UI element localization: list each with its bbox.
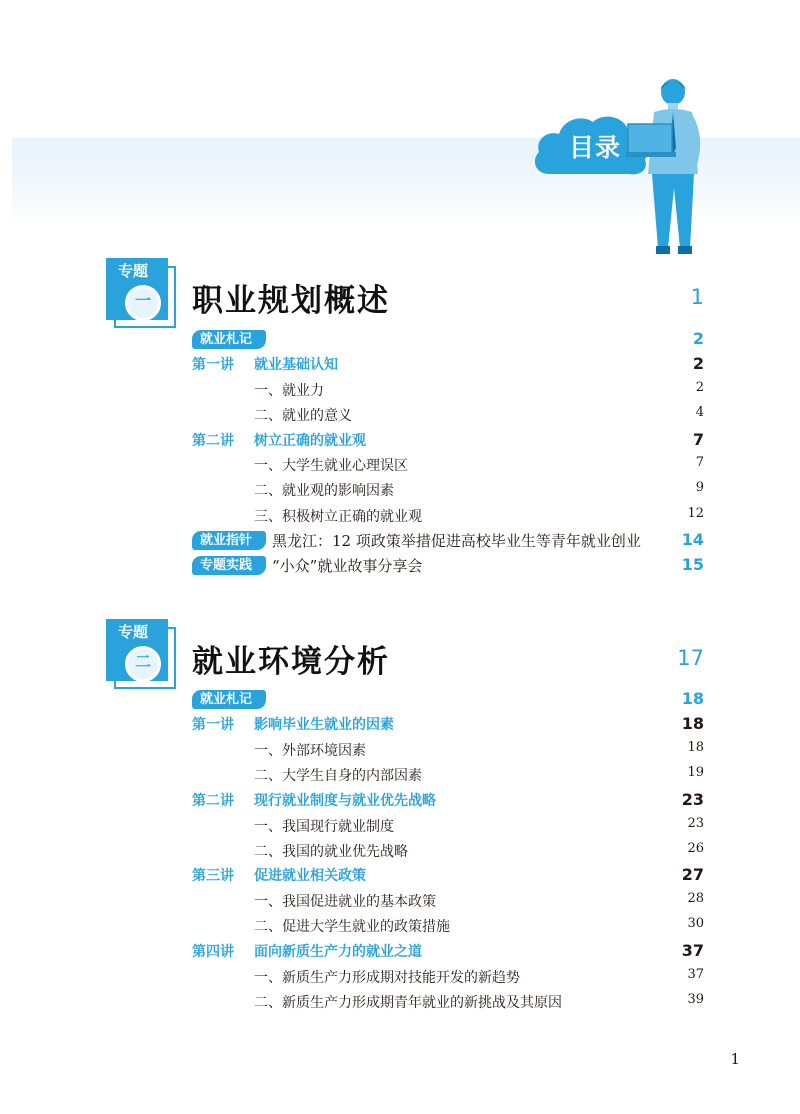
lecture-title: 树立正确的就业观 bbox=[254, 433, 366, 449]
note-tag: 就业札记 bbox=[192, 330, 266, 349]
entry-page: 23 bbox=[687, 816, 704, 831]
entry-page: 2 bbox=[692, 329, 704, 348]
topic-badge bbox=[106, 619, 176, 689]
guide-tag: 就业指针 bbox=[192, 531, 266, 550]
toc-entry-practice[interactable] bbox=[192, 555, 704, 577]
entry-title: 一、大学生就业心理误区 bbox=[254, 458, 408, 474]
entry-title: “小众”就业故事分享会 bbox=[272, 557, 423, 575]
lecture-label: 第三讲 bbox=[192, 868, 234, 884]
lecture-label: 第四讲 bbox=[192, 944, 234, 960]
entry-title: 黑龙江：12 项政策举措促进高校毕业生等青年就业创业 bbox=[272, 532, 641, 550]
toc-entry-lecture[interactable] bbox=[192, 941, 704, 963]
toc-entry-lecture[interactable] bbox=[192, 714, 704, 736]
toc-entry-lecture[interactable] bbox=[192, 790, 704, 812]
entry-title: 二、新质生产力形成期青年就业的新挑战及其原因 bbox=[254, 995, 562, 1011]
lecture-title: 现行就业制度与就业优先战略 bbox=[254, 793, 436, 809]
entry-page: 23 bbox=[681, 790, 704, 809]
entry-title: 二、就业的意义 bbox=[254, 408, 352, 424]
page-title: 目录 bbox=[568, 133, 621, 162]
toc-entry-lecture[interactable] bbox=[192, 430, 704, 452]
person-with-laptop-illustration bbox=[618, 78, 728, 258]
toc-entry-sub[interactable] bbox=[192, 455, 704, 477]
entry-title: 一、就业力 bbox=[254, 383, 324, 399]
badge-number: 二 bbox=[134, 652, 151, 671]
badge-label: 专题 bbox=[118, 262, 149, 280]
note-tag: 就业札记 bbox=[192, 690, 266, 709]
toc-entry-sub[interactable] bbox=[192, 992, 704, 1014]
section-page[interactable]: 1 bbox=[690, 285, 704, 309]
entry-page: 2 bbox=[692, 354, 704, 373]
entry-page: 14 bbox=[681, 530, 704, 549]
toc-entry-sub[interactable] bbox=[192, 765, 704, 787]
toc-entry-lecture[interactable] bbox=[192, 354, 704, 376]
entry-page: 18 bbox=[681, 689, 704, 708]
section-title[interactable]: 职业规划概述 bbox=[192, 283, 390, 319]
entry-title: 一、外部环境因素 bbox=[254, 743, 366, 759]
entry-title: 二、大学生自身的内部因素 bbox=[254, 768, 422, 784]
entry-page: 15 bbox=[681, 555, 704, 574]
lecture-title: 面向新质生产力的就业之道 bbox=[254, 944, 422, 960]
entry-page: 19 bbox=[687, 765, 704, 780]
toc-entry-sub[interactable] bbox=[192, 891, 704, 913]
entry-page: 27 bbox=[681, 865, 704, 884]
entry-page: 18 bbox=[681, 714, 704, 733]
entry-page: 37 bbox=[681, 941, 704, 960]
entry-page: 7 bbox=[695, 455, 704, 470]
lecture-label: 第一讲 bbox=[192, 717, 234, 733]
entry-page: 30 bbox=[687, 916, 704, 931]
entry-page: 9 bbox=[695, 480, 704, 495]
entry-page: 26 bbox=[687, 841, 704, 856]
entry-page: 37 bbox=[687, 967, 704, 982]
entry-page: 7 bbox=[692, 430, 704, 449]
section-title[interactable]: 就业环境分析 bbox=[192, 644, 390, 680]
toc-entry-note[interactable] bbox=[192, 329, 704, 351]
lecture-label: 第一讲 bbox=[192, 357, 234, 373]
toc-entry-sub[interactable] bbox=[192, 480, 704, 502]
entry-title: 二、我国的就业优先战略 bbox=[254, 844, 408, 860]
entry-page: 18 bbox=[687, 740, 704, 755]
toc-entry-sub[interactable] bbox=[192, 967, 704, 989]
toc-entry-sub[interactable] bbox=[192, 916, 704, 938]
page-number: 1 bbox=[730, 1050, 740, 1068]
entry-title: 三、积极树立正确的就业观 bbox=[254, 509, 422, 525]
section-page[interactable]: 17 bbox=[677, 646, 704, 670]
badge-label: 专题 bbox=[118, 623, 149, 641]
lecture-label: 第二讲 bbox=[192, 793, 234, 809]
entry-title: 二、促进大学生就业的政策措施 bbox=[254, 919, 450, 935]
lecture-title: 影响毕业生就业的因素 bbox=[254, 717, 394, 733]
toc-entry-sub[interactable] bbox=[192, 405, 704, 427]
lecture-label: 第二讲 bbox=[192, 433, 234, 449]
toc-entry-sub[interactable] bbox=[192, 740, 704, 762]
toc-entry-guide[interactable] bbox=[192, 530, 704, 552]
entry-page: 4 bbox=[695, 405, 704, 420]
toc-entry-sub[interactable] bbox=[192, 841, 704, 863]
practice-tag: 专题实践 bbox=[192, 556, 266, 575]
entry-page: 2 bbox=[695, 380, 704, 395]
badge-number: 一 bbox=[134, 291, 151, 310]
toc-entry-sub[interactable] bbox=[192, 506, 704, 528]
lecture-title: 促进就业相关政策 bbox=[254, 868, 366, 884]
entry-title: 一、新质生产力形成期对技能开发的新趋势 bbox=[254, 970, 520, 986]
topic-badge bbox=[106, 258, 176, 328]
toc-entry-sub[interactable] bbox=[192, 816, 704, 838]
toc-entry-note[interactable] bbox=[192, 689, 704, 711]
entry-page: 39 bbox=[687, 992, 704, 1007]
entry-page: 28 bbox=[687, 891, 704, 906]
toc-entry-sub[interactable] bbox=[192, 380, 704, 402]
entry-title: 一、我国现行就业制度 bbox=[254, 819, 394, 835]
entry-title: 二、就业观的影响因素 bbox=[254, 483, 394, 499]
entry-title: 一、我国促进就业的基本政策 bbox=[254, 894, 436, 910]
lecture-title: 就业基础认知 bbox=[254, 357, 338, 373]
entry-page: 12 bbox=[687, 506, 704, 521]
toc-entry-lecture[interactable] bbox=[192, 865, 704, 887]
